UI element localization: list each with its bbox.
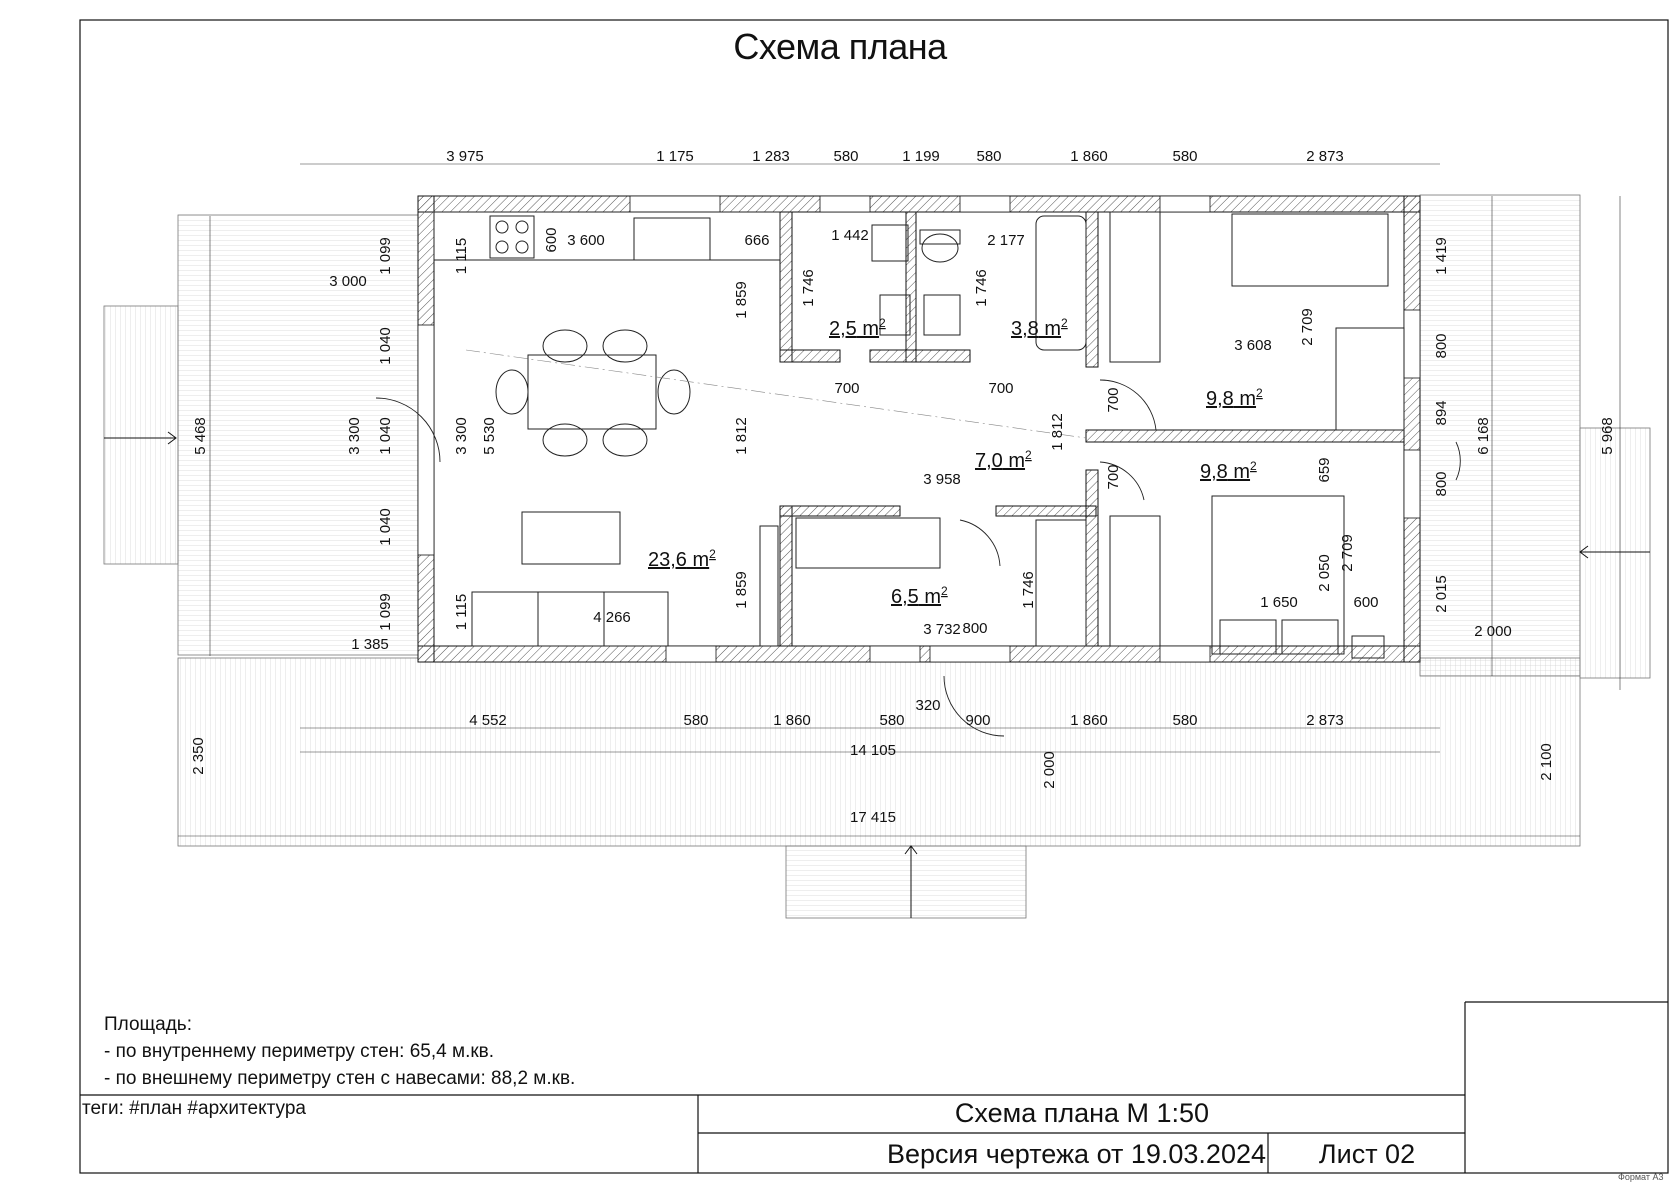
stamp-title: Схема плана М 1:50 bbox=[954, 1098, 1210, 1128]
area-outer-perimeter: - по внешнему периметру стен с навесами: 88,2 м.кв. bbox=[104, 1068, 576, 1089]
svg-text:1 746: 1 746 bbox=[973, 269, 990, 307]
svg-text:700: 700 bbox=[1105, 387, 1122, 413]
room-area: 3,8 $m^2$ bbox=[1011, 316, 1068, 340]
dim-bed: 1 650 bbox=[1260, 594, 1298, 611]
dim-entry: 3 732 bbox=[923, 621, 961, 638]
svg-text:5 468: 5 468 bbox=[192, 417, 209, 455]
stamp-version: Версия чертежа от 19.03.2024 bbox=[886, 1139, 1266, 1169]
dim-top: 1 175 bbox=[656, 148, 694, 165]
room-area: 6,5 $m^2$ bbox=[891, 584, 948, 608]
room-area: 23,6 $m^2$ bbox=[648, 547, 716, 571]
svg-text:659: 659 bbox=[1316, 457, 1333, 483]
dim-top: 3 975 bbox=[446, 148, 484, 165]
dim-top: 580 bbox=[833, 148, 859, 165]
svg-text:6 168: 6 168 bbox=[1475, 417, 1492, 455]
svg-text:1 115: 1 115 bbox=[453, 237, 470, 275]
svg-text:2 000: 2 000 bbox=[1041, 751, 1058, 789]
room-area: 9,8 $m^2$ bbox=[1206, 386, 1263, 410]
dim-bed: 3 608 bbox=[1234, 337, 1272, 354]
dim-bottom: 580 bbox=[879, 712, 905, 729]
dim-bottom: 580 bbox=[683, 712, 709, 729]
svg-text:1 115: 1 115 bbox=[453, 593, 470, 631]
room-area: 7,0 $m^2$ bbox=[975, 448, 1032, 472]
svg-text:2 015: 2 015 bbox=[1433, 575, 1450, 613]
dim-overall: 17 415 bbox=[850, 809, 896, 826]
dim-bottom: 900 bbox=[965, 712, 991, 729]
dim-kitchen: 666 bbox=[744, 232, 770, 249]
svg-text:1 099: 1 099 bbox=[377, 593, 394, 631]
svg-text:1 040: 1 040 bbox=[377, 508, 394, 546]
dim-bottom: 1 860 bbox=[1070, 712, 1108, 729]
dim-bottom: 1 860 bbox=[773, 712, 811, 729]
dim-bed: 600 bbox=[1353, 594, 1379, 611]
svg-text:700: 700 bbox=[1105, 464, 1122, 490]
svg-text:1 859: 1 859 bbox=[733, 571, 750, 609]
left-steps bbox=[104, 306, 178, 564]
dim-wc: 1 442 bbox=[831, 227, 869, 244]
svg-text:1 040: 1 040 bbox=[377, 417, 394, 455]
svg-text:3 300: 3 300 bbox=[346, 417, 363, 455]
stamp-sheet-number: Лист 02 bbox=[1318, 1139, 1416, 1169]
svg-text:2 050: 2 050 bbox=[1316, 554, 1333, 592]
dim-top: 1 199 bbox=[902, 148, 940, 165]
dim-top: 1 283 bbox=[752, 148, 790, 165]
dim-left: 3 000 bbox=[329, 273, 367, 290]
svg-text:1 419: 1 419 bbox=[1433, 237, 1450, 275]
svg-text:5 530: 5 530 bbox=[481, 417, 498, 455]
front-steps bbox=[786, 846, 1026, 918]
format-label: Формат А3 bbox=[1618, 1172, 1664, 1182]
dim-total: 14 105 bbox=[850, 742, 896, 759]
dim-right: 2 000 bbox=[1474, 623, 1512, 640]
svg-text:1 746: 1 746 bbox=[1020, 571, 1037, 609]
svg-text:800: 800 bbox=[1433, 471, 1450, 497]
svg-text:1 040: 1 040 bbox=[377, 327, 394, 365]
page-title: Схема плана bbox=[733, 26, 947, 67]
area-heading: Площадь: bbox=[104, 1014, 192, 1035]
svg-text:3 300: 3 300 bbox=[453, 417, 470, 455]
dim-kitchen: 600 bbox=[543, 227, 560, 253]
area-inner-perimeter: - по внутреннему периметру стен: 65,4 м.кв. bbox=[104, 1041, 495, 1062]
dim-top: 1 860 bbox=[1070, 148, 1108, 165]
dim-door: 700 bbox=[834, 380, 860, 397]
svg-text:1 099: 1 099 bbox=[377, 237, 394, 275]
svg-text:2 100: 2 100 bbox=[1538, 743, 1555, 781]
dim-top: 2 873 bbox=[1306, 148, 1344, 165]
svg-text:894: 894 bbox=[1433, 400, 1450, 426]
svg-text:1 859: 1 859 bbox=[733, 281, 750, 319]
svg-text:2 350: 2 350 bbox=[190, 737, 207, 775]
dim-door: 700 bbox=[988, 380, 1014, 397]
svg-text:2 709: 2 709 bbox=[1339, 534, 1356, 572]
dim-hall: 3 958 bbox=[923, 471, 961, 488]
dim-bottom: 2 873 bbox=[1306, 712, 1344, 729]
svg-text:800: 800 bbox=[1433, 333, 1450, 359]
dim-bottom: 320 bbox=[915, 697, 941, 714]
dim-bottom: 580 bbox=[1172, 712, 1198, 729]
dim-kitchen: 3 600 bbox=[567, 232, 605, 249]
svg-text:1 812: 1 812 bbox=[733, 417, 750, 455]
room-area: 9,8 $m^2$ bbox=[1200, 459, 1257, 483]
svg-text:1 746: 1 746 bbox=[800, 269, 817, 307]
dim-living: 4 266 bbox=[593, 609, 631, 626]
right-steps bbox=[1580, 428, 1650, 678]
dim-bottom: 4 552 bbox=[469, 712, 507, 729]
dim-top: 580 bbox=[976, 148, 1002, 165]
dim-bath: 2 177 bbox=[987, 232, 1025, 249]
tags-line: теги: #план #архитектура bbox=[82, 1098, 306, 1119]
svg-text:2 709: 2 709 bbox=[1299, 308, 1316, 346]
dim-left: 1 385 bbox=[351, 636, 389, 653]
dim-entry: 800 bbox=[962, 620, 988, 637]
room-area: 2,5 $m^2$ bbox=[829, 316, 886, 340]
svg-text:1 812: 1 812 bbox=[1049, 413, 1066, 451]
dim-top: 580 bbox=[1172, 148, 1198, 165]
svg-text:5 968: 5 968 bbox=[1599, 417, 1616, 455]
